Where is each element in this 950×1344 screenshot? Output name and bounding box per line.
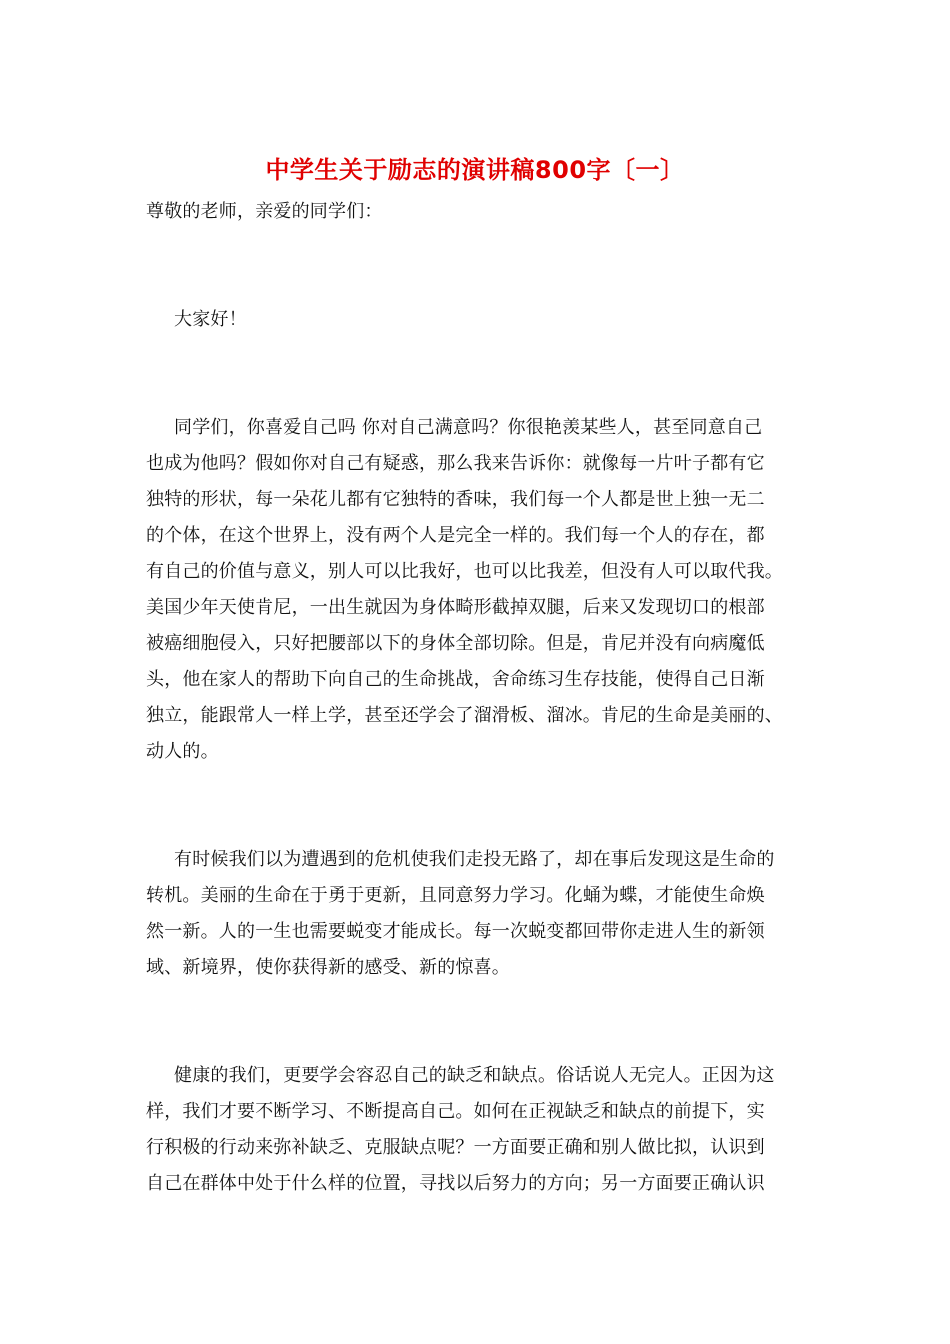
blank-line [146,374,808,410]
paragraph-1 [146,410,808,770]
paragraph-3 [146,1058,808,1202]
paragraph-line: 美国少年天使肯尼，一出生就因为身体畸形截掉双腿，后来又发现切口的根部 [146,597,765,618]
paragraph-line: 自己在群体中处于什么样的位置，寻找以后努力的方向；另一方面要正确认识 [146,1173,765,1194]
greeting: 大家好！ [174,309,247,330]
blank-line [146,770,808,806]
paragraph-line: 也成为他吗？假如你对自己有疑惑，那么我来告诉你：就像每一片叶子都有它 [146,453,765,474]
blank-line [146,1022,808,1058]
blank-line [146,230,808,266]
paragraph-line: 然一新。人的一生也需要蜕变才能成长。每一次蜕变都回带你走进人生的新领 [146,921,765,942]
blank-line [146,806,808,842]
paragraph-line: 域、新境界，使你获得新的感受、新的惊喜。 [146,957,510,978]
paragraph-line: 行积极的行动来弥补缺乏、克服缺点呢？一方面要正确和别人做比拟，认识到 [146,1137,765,1158]
paragraph-line: 头，他在家人的帮助下向自己的生命挑战，舍命练习生存技能，使得自己日渐 [146,669,765,690]
paragraph-line: 的个体，在这个世界上，没有两个人是完全一样的。我们每一个人的存在，都 [146,525,765,546]
paragraph-line: 独立，能跟常人一样上学，甚至还学会了溜滑板、溜冰。肯尼的生命是美丽的、 [146,705,783,726]
paragraph-line: 独特的形状，每一朵花儿都有它独特的香味，我们每一个人都是世上独一无二 [146,489,765,510]
paragraph-line: 动人的。 [146,741,219,762]
salutation: 尊敬的老师，亲爱的同学们： [146,201,383,222]
document-title: 中学生关于励志的演讲稿800字〔一〕 [265,156,685,184]
blank-line [146,266,808,302]
paragraph-line: 有时候我们以为遭遇到的危机使我们走投无路了，却在事后发现这是生命的 [174,849,775,870]
blank-line [146,986,808,1022]
paragraph-line: 被癌细胞侵入，只好把腰部以下的身体全部切除。但是，肯尼并没有向病魔低 [146,633,765,654]
document-body [146,194,808,1202]
paragraph-2 [146,842,808,986]
paragraph-line: 健康的我们，更要学会容忍自己的缺乏和缺点。俗话说人无完人。正因为这 [174,1065,775,1086]
paragraph-line: 同学们，你喜爱自己吗 你对自己满意吗？你很艳羡某些人，甚至同意自己 [174,417,763,438]
paragraph-line: 转机。美丽的生命在于勇于更新，且同意努力学习。化蛹为蝶，才能使生命焕 [146,885,765,906]
paragraph-line: 有自己的价值与意义，别人可以比我好，也可以比我差，但没有人可以取代我。 [146,561,783,582]
paragraph-line: 样，我们才要不断学习、不断提高自己。如何在正视缺乏和缺点的前提下，实 [146,1101,765,1122]
blank-line [146,338,808,374]
